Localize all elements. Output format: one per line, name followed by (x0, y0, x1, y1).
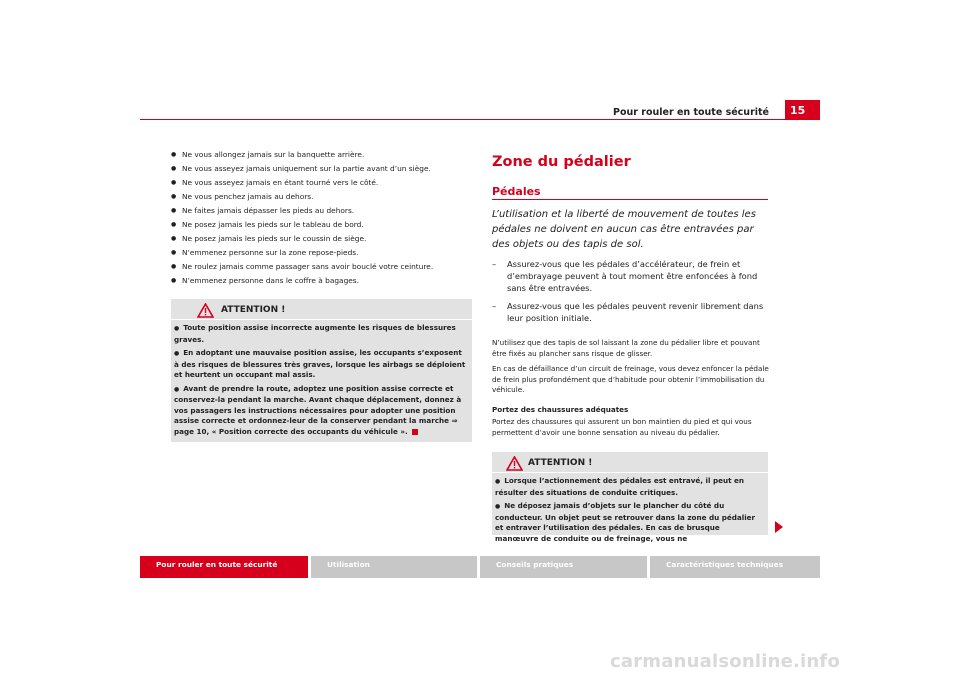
seating-rules-list (171, 150, 471, 290)
watermark: carmanualsonline.info (610, 651, 841, 672)
warning-header (492, 452, 768, 472)
tab-usage[interactable]: Utilisation (311, 556, 477, 578)
warning-header (171, 299, 472, 319)
list-item: ● Ne vous allongez jamais sur la banquette arrière. (171, 150, 471, 159)
subsection-title: Pédales (492, 185, 541, 198)
warning-item: ● Ne déposez jamais d’objets sur le plancher du côté du conducteur. Un objet peut se retrouver dans la zone du pédalier et entraver l’utilisation des pédales. En cas de brusque manœuvre de conduite ou de freinage, vous ne (495, 501, 756, 543)
list-item: ● Ne vous asseyez jamais uniquement sur la partie avant d’un siège. (171, 164, 471, 173)
list-item: ● Ne faites jamais dépasser les pieds au dehors. (171, 206, 471, 215)
list-item: – Assurez-vous que les pédales d’accélérateur, de frein et d’embrayage peuvent à tout moment être enfoncées à fond sans être entravées. (492, 258, 770, 294)
paragraph-heading: Portez des chaussures adéquates (492, 405, 629, 414)
instruction-list (492, 258, 770, 330)
tab-safety[interactable]: Pour rouler en toute sécurité (140, 556, 308, 578)
list-item: ● Ne posez jamais les pieds sur le coussin de siège. (171, 234, 471, 243)
warning-item: ● En adoptant une mauvaise position assise, les occupants s’exposent à des risques de blessures très graves, lorsque les airbags se déploient et heurtent un occupant mal assis. (174, 348, 466, 379)
tab-practical-tips[interactable]: Conseils pratiques (480, 556, 647, 578)
running-header-title: Pour rouler en toute sécurité (613, 107, 769, 118)
intro-text: L’utilisation et la liberté de mouvement de toutes les pédales ne doivent en aucun cas être entravées par des objets ou des tapis de sol. (492, 209, 756, 250)
warning-label: ATTENTION ! (528, 458, 593, 468)
header-divider (140, 119, 820, 120)
list-item: ● N’emmenez personne dans le coffre à bagages. (171, 276, 471, 285)
warning-box-pedals (492, 452, 768, 543)
list-item: – Assurez-vous que les pédales peuvent revenir librement dans leur position initiale. (492, 300, 770, 324)
list-item: ● N’emmenez personne sur la zone repose-pieds. (171, 248, 471, 257)
warning-item: ● Avant de prendre la route, adoptez une position assise correcte et conservez-la pendant la marche. Avant chaque déplacement, donnez à vos passagers les instructions nécessaires pour adopter une position assise correcte et ordonnez-leur de la conserver pendant la marche ⇒ page 10, « Position correcte des occupants du véhicule ». (174, 383, 462, 436)
list-item: ● Ne roulez jamais comme passager sans avoir bouclé votre ceinture. (171, 262, 471, 271)
section-title: Zone du pédalier (492, 154, 631, 170)
end-of-section-marker (412, 429, 418, 435)
warning-label: ATTENTION ! (221, 305, 286, 315)
body-paragraph: En cas de défaillance d’un circuit de freinage, vous devez enfoncer la pédale de frein plus profondément que d’habitude pour obtenir l’immobilisation du véhicule. (492, 364, 769, 394)
warning-triangle-icon (506, 456, 523, 471)
tab-technical-specs[interactable]: Caractéristiques techniques (650, 556, 820, 578)
continue-arrow-icon[interactable] (775, 521, 783, 533)
page-number: 15 (785, 100, 820, 119)
body-paragraph: N’utilisez que des tapis de sol laissant la zone du pédalier libre et pouvant être fixés au plancher sans risque de glisser. (492, 338, 760, 358)
warning-item: ● Toute position assise incorrecte augmente les risques de blessures graves. (174, 323, 456, 344)
body-paragraph: Portez des chaussures qui assurent un bon maintien du pied et qui vous permettent d’avoir une bonne sensation au niveau du pédalier. (492, 417, 752, 437)
list-item: ● Ne vous penchez jamais au dehors. (171, 192, 471, 201)
list-item: ● Ne vous asseyez jamais en étant tourné vers le côté. (171, 178, 471, 187)
chapter-navigation (140, 556, 820, 578)
warning-box-seating (171, 299, 472, 442)
list-item: ● Ne posez jamais les pieds sur le tableau de bord. (171, 220, 471, 229)
warning-triangle-icon (197, 303, 214, 318)
warning-item: ● Lorsque l’actionnement des pédales est entravé, il peut en résulter des situations de conduite critiques. (495, 476, 745, 497)
subsection-divider (492, 199, 768, 200)
